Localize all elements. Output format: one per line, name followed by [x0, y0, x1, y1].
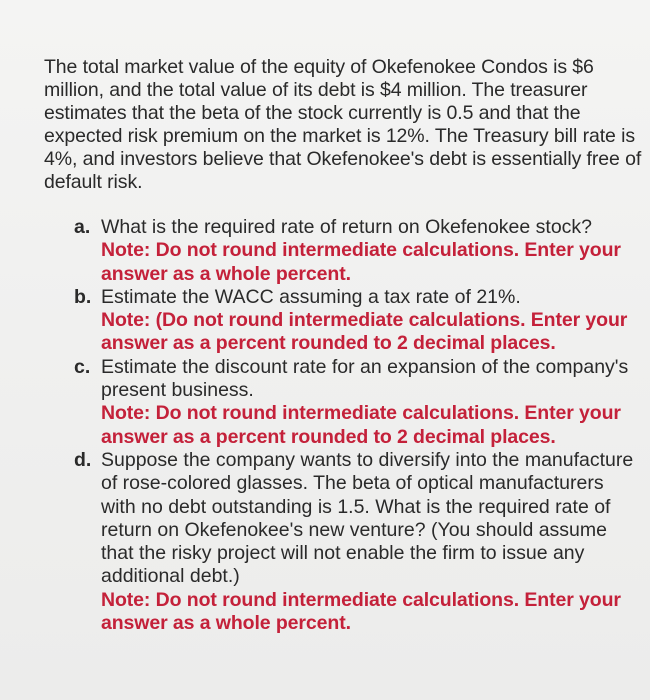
question-b [72, 286, 642, 356]
question-marker: a. [74, 216, 91, 238]
question-d [72, 449, 642, 635]
question-list [72, 216, 642, 635]
question-note: Note: Do not round intermediate calculations. Enter your answer as a whole percent. [101, 588, 621, 635]
question-marker: c. [74, 355, 91, 378]
problem-intro: The total market value of the equity of Okefenokee Condos is $6 million, and the total value of its debt is $4 million. The treasurer estimates that the beta of the stock currently is 0.5 and that the expected risk premium on the market is 12%. The Treasury bill rate is 4%, and investors believe that Okefenokee's debt is essentially free of default risk. [44, 55, 642, 193]
question-c [72, 356, 642, 449]
question-marker: d. [74, 448, 92, 471]
question-note: Note: Do not round intermediate calculations. Enter your answer as a whole percent. [101, 239, 621, 285]
question-text: Estimate the WACC assuming a tax rate of 21%. [101, 285, 521, 308]
question-note: Note: Do not round intermediate calculations. Enter your answer as a percent rounded to 2 decimal places. [101, 402, 621, 448]
question-a [72, 216, 642, 286]
question-text: Estimate the discount rate for an expansion of the company's present business. [101, 355, 629, 402]
question-text: What is the required rate of return on Okefenokee stock? [101, 216, 593, 238]
question-marker: b. [74, 285, 92, 308]
question-text: Suppose the company wants to diversify into the manufacture of rose-colored glasses. The beta of optical manufacturers with no debt outstanding is 1.5. What is the required rate of return on Okefenokee's new venture? (You should assume that the risky project will not enable the firm to issue any additional debt.) [101, 448, 634, 588]
question-note: Note: (Do not round intermediate calculations. Enter your answer as a percent rounded to 2 decimal places. [101, 309, 628, 355]
